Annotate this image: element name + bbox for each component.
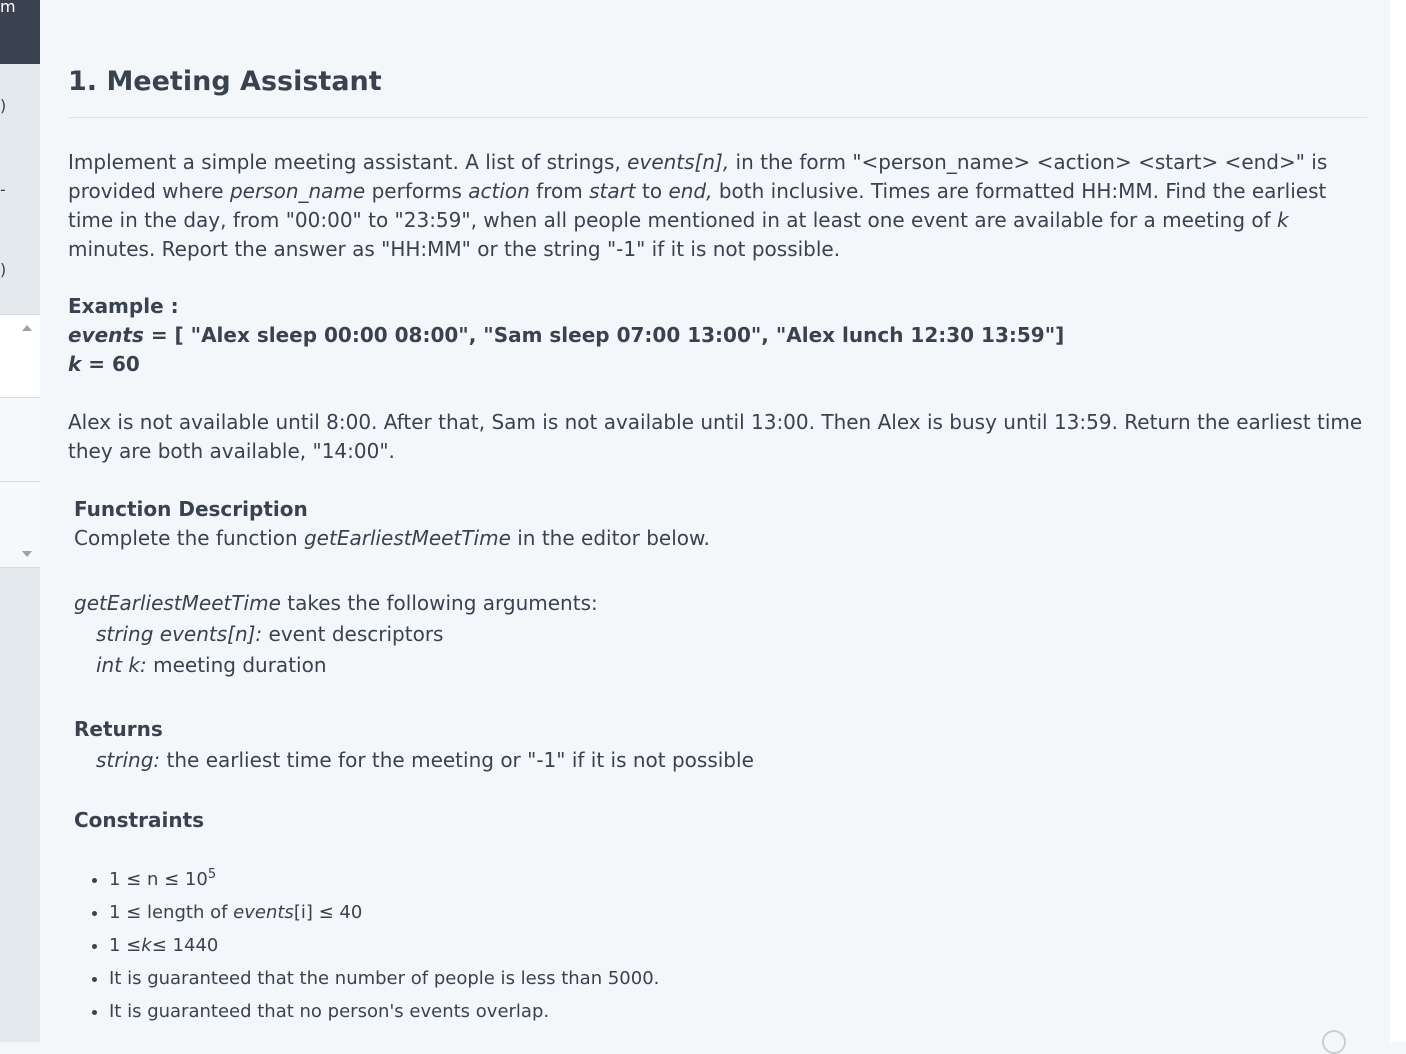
problem-title: 1. Meeting Assistant [68, 66, 382, 97]
argument-events: string events[n]: event descriptors [96, 622, 444, 646]
constraints-heading: Constraints [74, 808, 205, 832]
constraints-list [74, 858, 659, 1028]
question-list-divider [0, 397, 40, 398]
scroll-up-icon[interactable] [22, 325, 32, 331]
question-list-panel[interactable] [0, 314, 40, 568]
rail-header-text: m [0, 0, 16, 16]
function-arguments [74, 588, 1364, 681]
left-rail [0, 0, 40, 1042]
example-events: events = [ "Alex sleep 00:00 08:00", "Sam sleep 07:00 13:00", "Alex lunch 12:30 13:59"] [68, 323, 1065, 347]
example-k: k = 60 [68, 352, 140, 376]
question-list-item-selected[interactable] [0, 315, 40, 397]
constraint-item: • $1 \le n \le 10^5$ [109, 858, 659, 896]
arguments-intro: getEarliestMeetTime takes the following arguments: [74, 591, 598, 615]
constraint-item: • It is guaranteed that the number of people is less than 5000. [109, 962, 659, 995]
problem-description: Implement a simple meeting assistant. A list of strings, events[n], in the form "<person_name> <action> <start> <end>" is provided where person_name performs action from start to end, both inclusive. Times are formatted HH:MM. Find the earliest time in the day, from "00:00" to "23:59", when all people mentioned in at least one event are available for a meeting of k minutes. Report the answer as "HH:MM" or the string "-1" if it is not possible. [68, 150, 1328, 261]
scroll-to-top-icon[interactable] [1322, 1030, 1346, 1054]
argument-k: int k: meeting duration [96, 653, 327, 677]
question-list-divider [0, 481, 40, 482]
rail-glyph-3: ) [0, 260, 7, 279]
returns-section [74, 714, 1364, 776]
function-description-heading: Function Description [74, 497, 308, 521]
rail-header[interactable] [0, 0, 40, 64]
constraint-item: • 1 ≤k≤ 1440 [109, 929, 659, 962]
returns-description: string: the earliest time for the meeting or "-1" if it is not possible [96, 748, 754, 772]
constraints-section [74, 806, 1364, 835]
right-edge-panel [1390, 0, 1406, 1042]
rail-glyph-2: - [0, 180, 6, 199]
example-heading: Example : [68, 294, 179, 318]
example-explanation: Alex is not available until 8:00. After that, Sam is not available until 13:00. Then Alex is busy until 13:59. Return the earliest time they are both available, "14:00". [68, 410, 1363, 463]
scroll-down-icon[interactable] [22, 551, 32, 557]
constraint-item: • 1 ≤ length of events[i] ≤ 40 [109, 896, 659, 929]
example-block [68, 292, 1368, 379]
rail-glyph-1: ) [0, 96, 7, 115]
function-description: Function Description Complete the function getEarliestMeetTime in the editor below. [74, 495, 1364, 553]
returns-heading: Returns [74, 717, 163, 741]
title-divider [68, 117, 1367, 118]
constraint-item: • It is guaranteed that no person's events overlap. [109, 995, 659, 1028]
